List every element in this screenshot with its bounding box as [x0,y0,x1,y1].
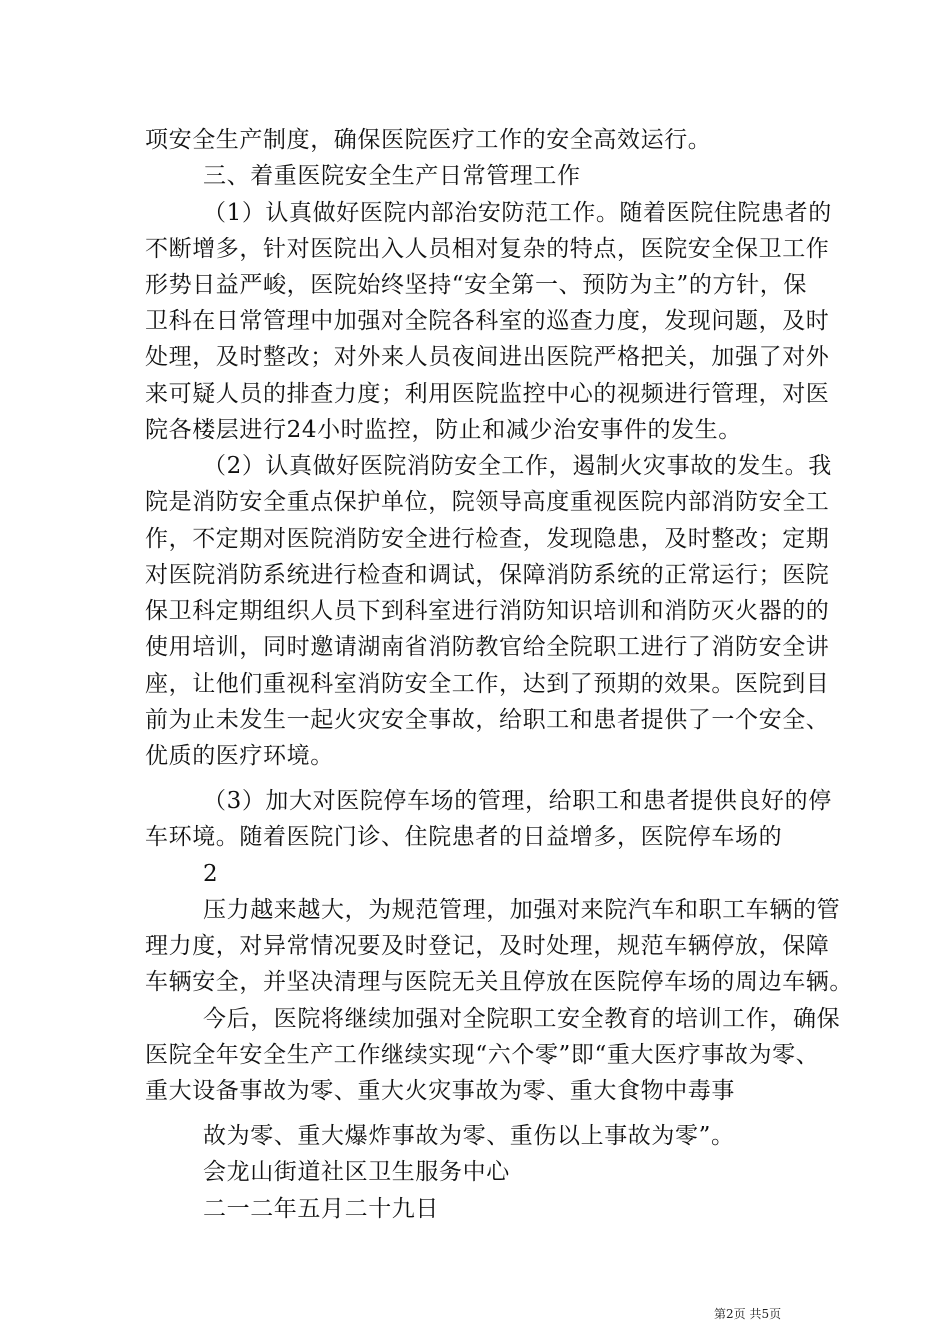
inline-page-number: 2 [203,861,219,887]
text-line: 医院全年安全生产工作继续实现“六个零”即“重大医疗事故为零、 [145,1042,820,1068]
section-heading: 三、着重医院安全生产日常管理工作 [203,163,581,189]
text-line: 不断增多，针对医院出入人员相对复杂的特点，医院安全保卫工作 [145,236,830,262]
text-line: 作，不定期对医院消防安全进行检查，发现隐患，及时整改；定期 [145,526,830,552]
text-line: 车环境。随着医院门诊、住院患者的日益增多，医院停车场的 [145,824,783,850]
text-line: 保卫科定期组织人员下到科室进行消防知识培训和消防灭火器的的 [145,598,830,624]
signature-organization: 会龙山街道社区卫生服务中心 [203,1159,510,1185]
text-line: （2）认真做好医院消防安全工作，遏制火灾事故的发生。我 [203,453,832,479]
text-line: 处理，及时整改；对外来人员夜间进出医院严格把关，加强了对外 [145,344,830,370]
page-footer [714,1306,781,1322]
text-line: 压力越来越大，为规范管理，加强对来院汽车和职工车辆的管 [203,897,841,923]
text-line: 座，让他们重视科室消防安全工作，达到了预期的效果。医院到目 [145,671,830,697]
footer-middle: 页 共 [733,1307,762,1321]
text-line: 卫科在日常管理中加强对全院各科室的巡查力度，发现问题，及时 [145,308,830,334]
text-line: （1）认真做好医院内部治安防范工作。随着医院住院患者的 [203,200,832,226]
text-line: 今后，医院将继续加强对全院职工安全教育的培训工作，确保 [203,1006,841,1032]
text-line: 来可疑人员的排查力度；利用医院监控中心的视频进行管理，对医 [145,381,830,407]
footer-prefix: 第 [714,1307,727,1321]
text-line: 院各楼层进行24小时监控，防止和减少治安事件的发生。 [145,417,742,443]
text-line: 前为止未发生一起火灾安全事故，给职工和患者提供了一个安全、 [145,707,830,733]
footer-suffix: 页 [769,1307,782,1321]
text-line: 重大设备事故为零、重大火灾事故为零、重大食物中毒事 [145,1078,735,1104]
text-line: 理力度，对异常情况要及时登记，及时处理，规范车辆停放，保障 [145,933,830,959]
text-line: （3）加大对医院停车场的管理，给职工和患者提供良好的停 [203,788,832,814]
text-line: 院是消防安全重点保护单位，院领导高度重视医院内部消防安全工 [145,489,830,515]
text-line: 使用培训，同时邀请湖南省消防教官给全院职工进行了消防安全讲 [145,634,830,660]
text-line: 车辆安全，并坚决清理与医院无关且停放在医院停车场的周边车辆。 [145,969,853,995]
text-line: 项安全生产制度，确保医院医疗工作的安全高效运行。 [145,127,712,153]
signature-date: 二一二年五月二十九日 [203,1196,439,1222]
footer-total-pages: 5 [761,1307,770,1321]
footer-current-page: 2 [726,1307,734,1321]
text-line: 故为零、重大爆炸事故为零、重伤以上事故为零”。 [203,1123,735,1149]
text-line: 形势日益严峻，医院始终坚持“安全第一、预防为主”的方针，保 [145,272,807,298]
text-line: 优质的医疗环境。 [145,743,334,769]
text-line: 对医院消防系统进行检查和调试，保障消防系统的正常运行；医院 [145,562,830,588]
